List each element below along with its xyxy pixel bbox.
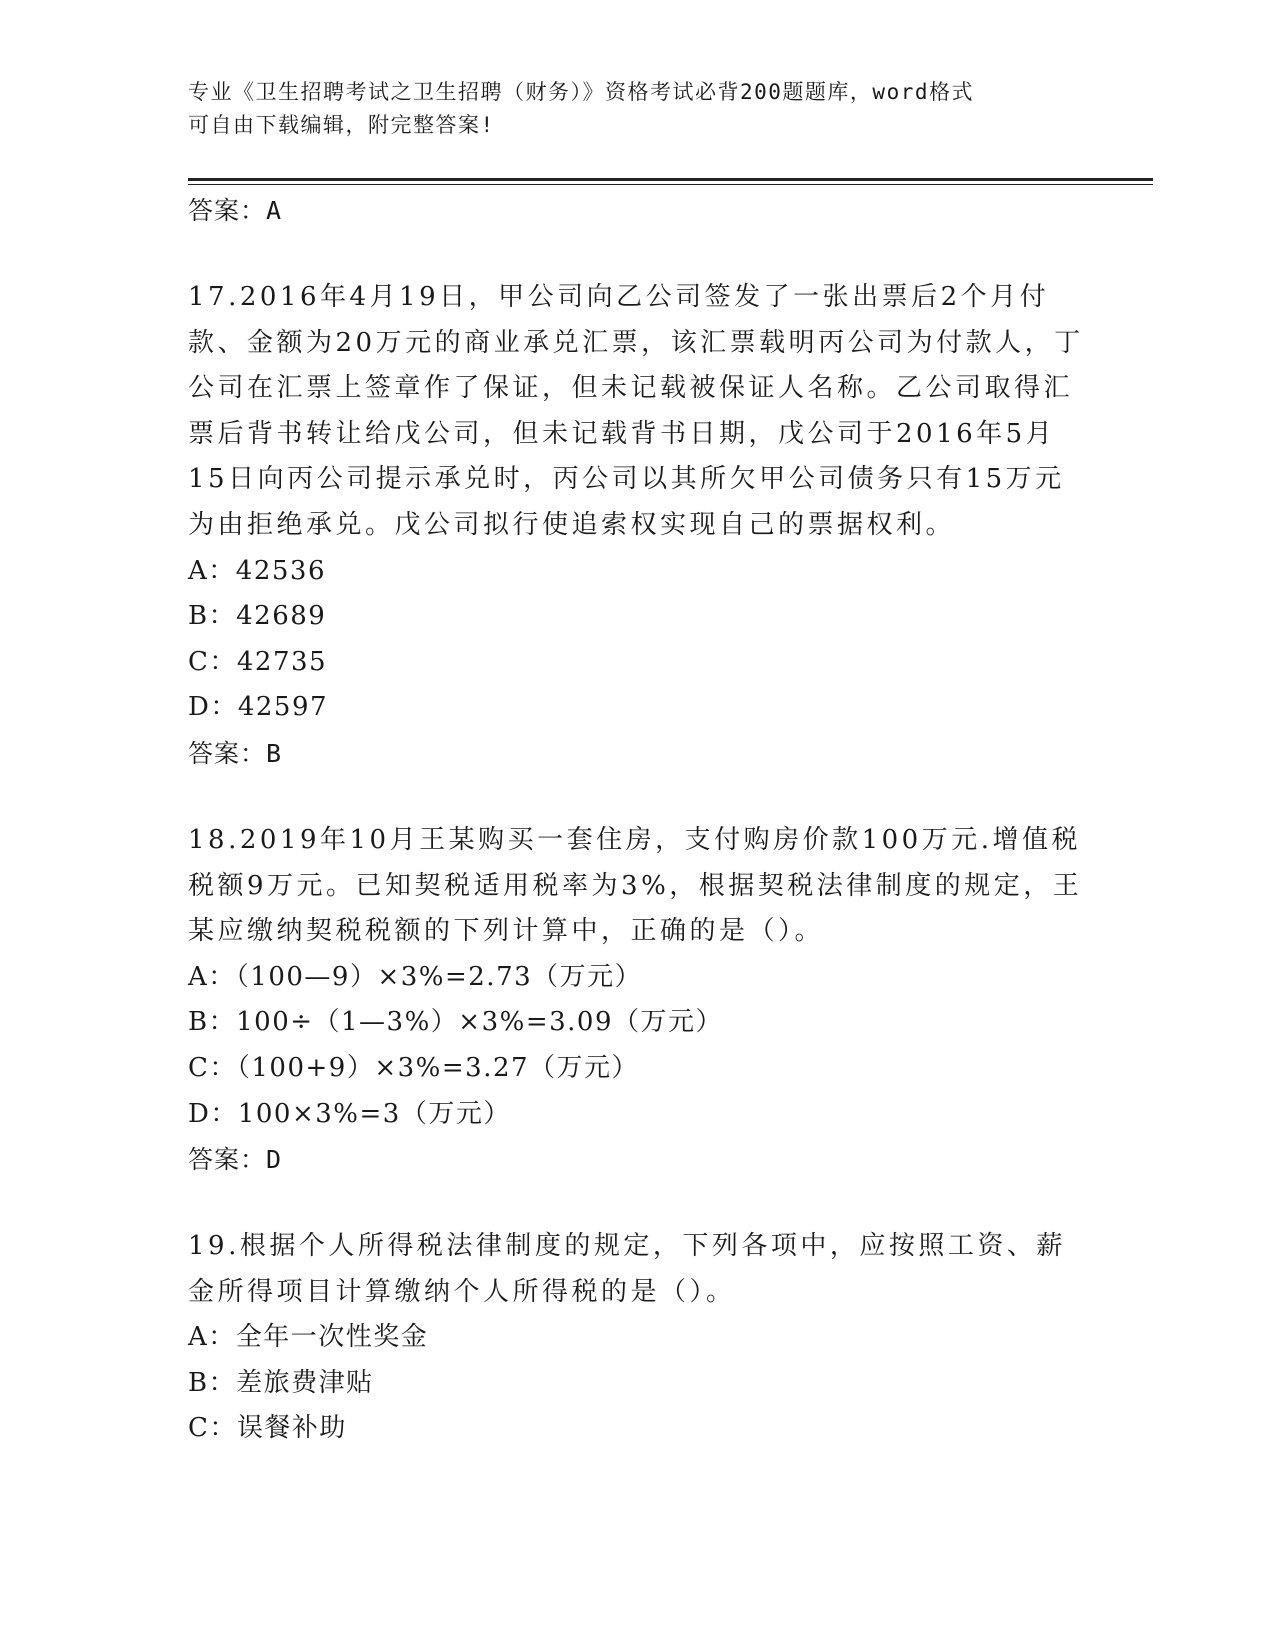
header-divider-thick [188,178,1153,181]
header-divider-thin [188,184,1153,185]
question-text: 19.根据个人所得税法律制度的规定，下列各项中，应按照工资、薪金所得项目计算缴纳个人所得税的是（）。 [188,1231,1066,1307]
spacer [188,233,1088,275]
spacer [188,776,1088,818]
question-text: 17.2016年4月19日，甲公司向乙公司签发了一张出票后2个月付款、金额为20万元的商业承兑汇票，该汇票载明丙公司为付款人，丁公司在汇票上签章作了保证，但未记载被保证人名称。乙公司取得汇票后背书转让给戊公司，但未记载背书日期，戊公司于2016年5月15日向丙公司提示承兑时，丙公司以其所欠甲公司债务只有15万元为由拒绝承兑。戊公司拟行使追索权实现自己的票据权利。 [188,282,1084,540]
question-block [188,275,1088,776]
header-line-1: 专业《卫生招聘考试之卫生招聘（财务）》资格考试必背200题题库，word格式 [188,80,974,104]
option-c: C：误餐补助 [188,1413,347,1444]
answer-value: A [266,196,283,225]
option-b: B：42689 [188,601,327,632]
option-a: A：42536 [188,555,326,586]
answer-label: 答案： [188,196,267,225]
option-c: C：（100+9）×3%=3.27（万元） [188,1052,640,1083]
option-b: B：差旅费津贴 [188,1367,374,1398]
question-block [188,818,1088,1182]
option-a: A：（100—9）×3%=2.73（万元） [188,961,643,992]
option-c: C：42735 [188,646,328,677]
answer-line [188,188,1088,233]
question-text: 18.2019年10月王某购买一套住房，支付购房价款100万元.增值税税额9万元。已知契税适用税率为3%，根据契税法律制度的规定，王某应缴纳契税税额的下列计算中，正确的是（）。 [188,824,1083,947]
option-a: A：全年一次性奖金 [188,1322,429,1353]
answer-label: 答案： [188,738,267,768]
option-d: D：100×3%=3（万元） [188,1098,511,1129]
page-content [188,188,1088,1452]
answer-line [188,731,1088,776]
answer-value: B [266,738,283,768]
answer-label: 答案： [188,1145,267,1175]
document-header [188,76,1088,142]
header-line-2: 可自由下载编辑，附完整答案! [188,113,495,137]
answer-line [188,1137,1088,1182]
question-block [188,1224,1088,1452]
option-b: B：100÷（1—3%）×3%=3.09（万元） [188,1007,724,1038]
answer-value: D [266,1145,283,1175]
option-d: D：42597 [188,692,329,723]
spacer [188,1182,1088,1224]
